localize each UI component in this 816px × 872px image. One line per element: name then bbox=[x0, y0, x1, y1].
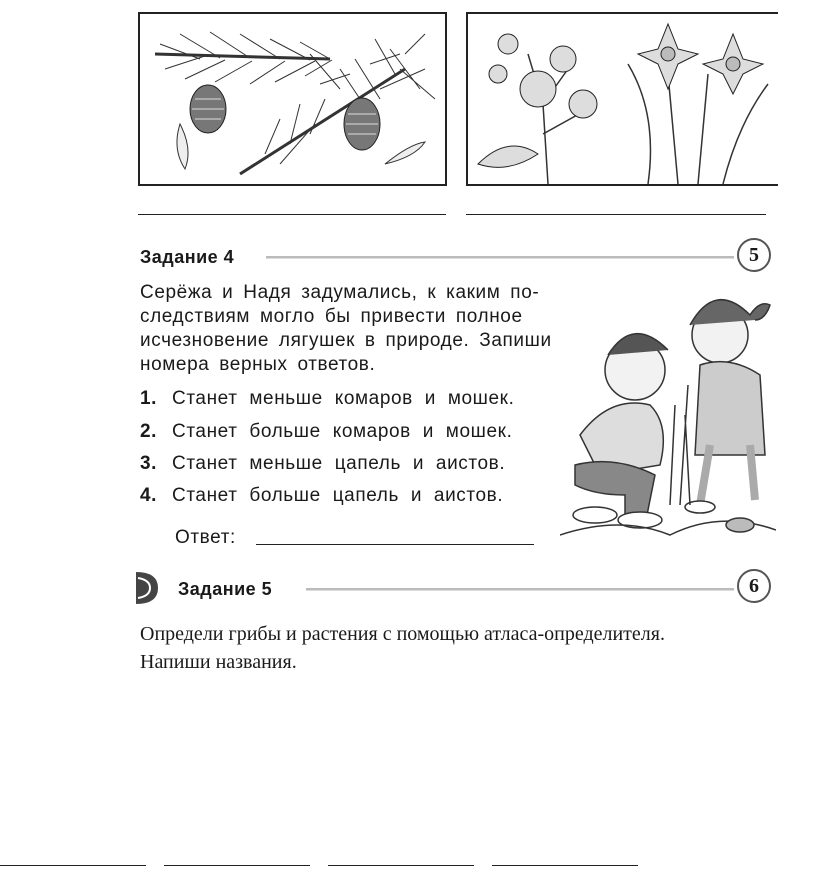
task5-title: Задание 5 bbox=[178, 579, 273, 599]
option-3-number: 3. bbox=[140, 453, 158, 474]
answer-line-2[interactable] bbox=[466, 214, 766, 215]
flowers-drawing bbox=[468, 14, 778, 184]
answer-line-5[interactable] bbox=[328, 865, 474, 866]
task4-badge: 5 bbox=[737, 238, 771, 272]
option-3-text: Станет меньше цапель и аистов. bbox=[172, 453, 506, 474]
task4-rule bbox=[266, 256, 734, 259]
task4-title: Задание 4 bbox=[140, 247, 235, 267]
task5-rule bbox=[306, 588, 734, 591]
task5-question: Определи грибы и растения с помощью атласа-определителя. Напиши названия. bbox=[140, 623, 665, 673]
pine-branch-drawing bbox=[140, 14, 445, 184]
answer-line-6[interactable] bbox=[492, 865, 638, 866]
task4-question: Серёжа и Надя задумались, к каким по-следствиям могло бы привести полное исчезновение лягушек в природе. Запиши номера верных ответов. bbox=[140, 282, 552, 375]
option-3 bbox=[140, 453, 505, 475]
task5-badge: 6 bbox=[737, 569, 771, 603]
answer-line-4[interactable] bbox=[164, 865, 310, 866]
answer-line-1[interactable] bbox=[138, 214, 446, 215]
option-4-number: 4. bbox=[140, 485, 158, 506]
flowers-illustration bbox=[466, 12, 778, 186]
answer-label: Ответ: bbox=[175, 527, 236, 548]
children-drawing bbox=[560, 275, 776, 545]
option-1-text: Станет меньше комаров и мошек. bbox=[172, 388, 515, 409]
option-1 bbox=[140, 388, 514, 410]
option-1-number: 1. bbox=[140, 388, 158, 409]
option-2 bbox=[140, 421, 512, 443]
children-frog-illustration bbox=[560, 275, 776, 545]
option-4-text: Станет больше цапель и аистов. bbox=[172, 485, 504, 506]
option-2-number: 2. bbox=[140, 421, 158, 442]
option-2-text: Станет больше комаров и мошек. bbox=[172, 421, 513, 442]
task4-answer-line[interactable] bbox=[256, 544, 534, 545]
option-4 bbox=[140, 485, 503, 507]
answer-line-3[interactable] bbox=[0, 865, 146, 866]
task5-icon bbox=[132, 570, 160, 606]
bookmark-icon bbox=[132, 570, 160, 606]
pine-branch-illustration bbox=[138, 12, 447, 186]
